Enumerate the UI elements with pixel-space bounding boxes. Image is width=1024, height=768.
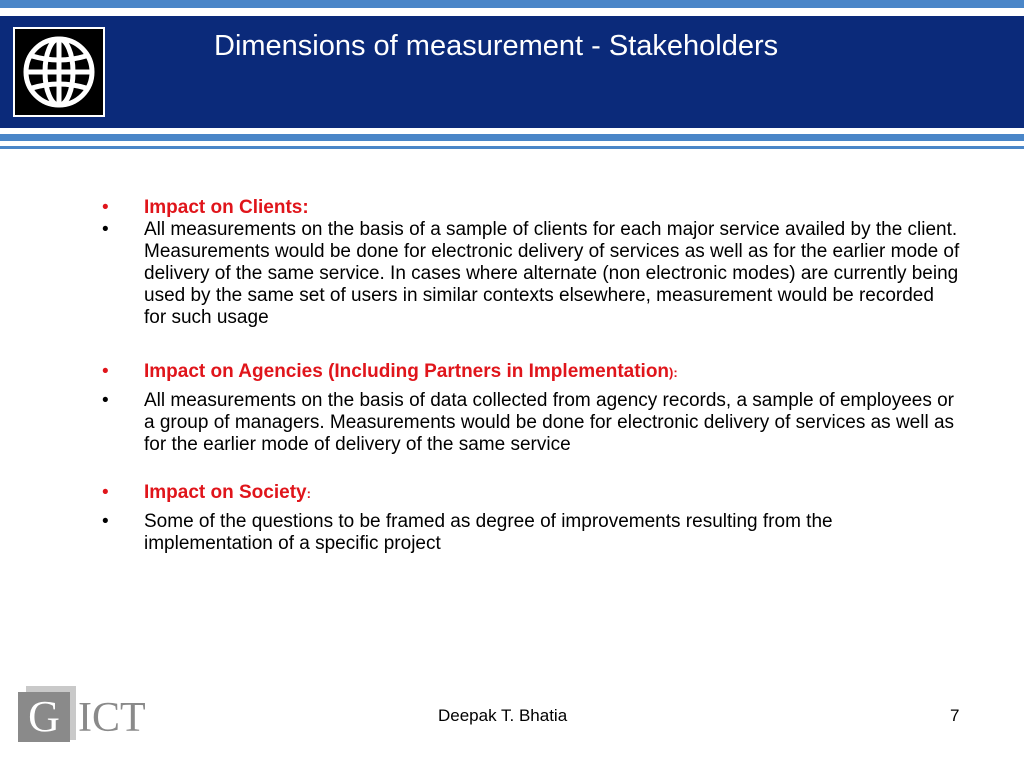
section-heading-agencies (100, 361, 960, 384)
top-stripe (0, 0, 1024, 8)
body-text: All measurements on the basis of data collected from agency records, a sample of employees or a group of managers. Measurements would be done for electronic delivery of services as well as for the earlier mode of delivery of the same service (144, 390, 955, 455)
slide-title: Dimensions of measurement - Stakeholders (214, 30, 779, 62)
section-heading-society (100, 482, 960, 505)
section-body-clients (100, 219, 960, 329)
heading-suffix: ): (669, 365, 678, 380)
page-number: 7 (950, 706, 960, 725)
header-underline-thick (0, 134, 1024, 141)
body-text: All measurements on the basis of a sample of clients for each major service availed by the client. Measurements would be done for electronic delivery of services as well as for the earlier mode of delivery of the same service. In cases where alternate (non electronic modes) are currently being used by the same set of users in similar contexts elsewhere, measurement would be recorded for such usage (144, 219, 960, 328)
header-underline-thin (0, 146, 1024, 149)
bullet: • (102, 361, 109, 382)
gict-logo-ict: ICT (78, 695, 146, 741)
section-body-agencies (100, 390, 960, 456)
heading-text: Impact on Society (144, 482, 307, 503)
heading-text: Impact on Agencies (Including Partners in Implementation (144, 361, 670, 382)
gict-logo-g: G (28, 692, 60, 741)
heading-text: Impact on Clients: (144, 197, 309, 218)
footer-author: Deepak T. Bhatia (438, 706, 568, 725)
bullet: • (102, 390, 109, 411)
bullet: • (102, 219, 109, 240)
bullet: • (102, 482, 109, 503)
bullet: • (102, 197, 109, 218)
bullet: • (102, 511, 109, 532)
section-heading-clients (100, 197, 960, 219)
heading-suffix: : (306, 486, 311, 501)
world-bank-globe-icon (13, 27, 105, 117)
gict-logo (16, 684, 156, 744)
body-text: Some of the questions to be framed as degree of improvements resulting from the implementation of a specific project (144, 511, 833, 554)
section-body-society (100, 511, 960, 555)
slide-content (100, 197, 960, 555)
